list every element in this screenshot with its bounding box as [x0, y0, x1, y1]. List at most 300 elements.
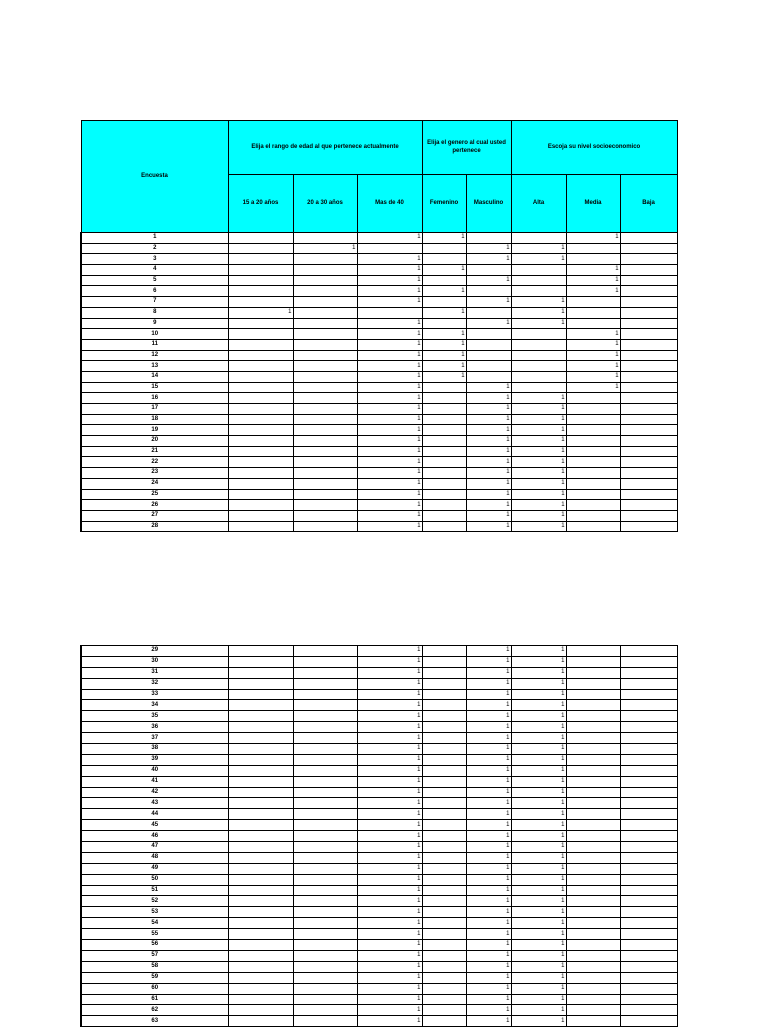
encuesta-number: 14 — [81, 371, 228, 382]
table-cell: 1 — [466, 809, 511, 820]
table-cell — [566, 446, 620, 457]
table-row — [81, 489, 677, 500]
table-cell — [422, 414, 466, 425]
table-cell — [566, 393, 620, 404]
table-cell — [228, 787, 293, 798]
table-cell: 1 — [466, 468, 511, 479]
table-cell — [293, 863, 357, 874]
table-cell — [293, 722, 357, 733]
table-row — [81, 983, 677, 994]
table-row — [81, 744, 677, 755]
table-row — [81, 510, 677, 521]
table-cell: 1 — [357, 339, 422, 350]
table-cell — [566, 744, 620, 755]
table-cell — [620, 510, 677, 521]
table-cell: 1 — [511, 776, 566, 787]
table-cell — [422, 318, 466, 329]
table-cell: 1 — [357, 646, 422, 657]
table-cell — [620, 940, 677, 951]
table-cell — [228, 329, 293, 340]
table-cell: 1 — [422, 233, 466, 244]
table-cell — [228, 918, 293, 929]
table-cell — [293, 798, 357, 809]
table-cell: 1 — [357, 233, 422, 244]
table-cell — [620, 711, 677, 722]
table-cell: 1 — [466, 689, 511, 700]
table-cell: 1 — [357, 733, 422, 744]
table-cell: 1 — [357, 842, 422, 853]
table-cell — [466, 371, 511, 382]
table-cell: 1 — [357, 918, 422, 929]
table-cell: 1 — [357, 457, 422, 468]
table-cell — [422, 656, 466, 667]
table-row — [81, 798, 677, 809]
table-cell — [566, 678, 620, 689]
table-cell — [293, 918, 357, 929]
table-cell — [620, 787, 677, 798]
table-cell — [228, 842, 293, 853]
table-cell — [422, 678, 466, 689]
table-cell: 1 — [511, 425, 566, 436]
table-cell: 1 — [466, 722, 511, 733]
table-cell — [466, 329, 511, 340]
table-cell — [422, 896, 466, 907]
table-cell — [228, 254, 293, 265]
survey-rows-continued — [81, 646, 677, 1027]
table-cell: 1 — [511, 863, 566, 874]
table-cell: 1 — [511, 489, 566, 500]
table-cell: 1 — [466, 842, 511, 853]
table-cell: 1 — [466, 646, 511, 657]
table-cell — [293, 646, 357, 657]
table-cell: 1 — [357, 983, 422, 994]
table-cell — [228, 265, 293, 276]
table-cell — [293, 457, 357, 468]
table-cell: 1 — [511, 744, 566, 755]
table-cell — [620, 457, 677, 468]
table-cell — [566, 733, 620, 744]
table-cell — [293, 809, 357, 820]
table-row — [81, 885, 677, 896]
table-cell — [422, 874, 466, 885]
table-cell: 1 — [511, 940, 566, 951]
table-cell — [422, 489, 466, 500]
table-cell: 1 — [228, 307, 293, 318]
table-cell — [228, 478, 293, 489]
table-cell: 1 — [357, 404, 422, 415]
table-cell — [422, 404, 466, 415]
table-cell — [422, 798, 466, 809]
table-cell — [228, 1005, 293, 1016]
encuesta-number: 52 — [81, 896, 228, 907]
table-cell: 1 — [511, 733, 566, 744]
table-cell — [620, 329, 677, 340]
table-cell — [357, 307, 422, 318]
table-cell — [566, 776, 620, 787]
table-cell: 1 — [357, 950, 422, 961]
encuesta-number: 62 — [81, 1005, 228, 1016]
table-cell — [422, 500, 466, 511]
table-row — [81, 863, 677, 874]
table-cell — [293, 478, 357, 489]
table-cell: 1 — [511, 404, 566, 415]
table-cell: 1 — [357, 972, 422, 983]
header-femenino: Femenino — [422, 175, 466, 233]
encuesta-number: 63 — [81, 1016, 228, 1027]
table-cell: 1 — [566, 361, 620, 372]
table-cell — [228, 983, 293, 994]
encuesta-number: 46 — [81, 831, 228, 842]
table-cell: 1 — [357, 722, 422, 733]
encuesta-number: 5 — [81, 275, 228, 286]
table-cell — [511, 286, 566, 297]
table-cell — [422, 393, 466, 404]
table-cell: 1 — [357, 929, 422, 940]
table-cell: 1 — [511, 983, 566, 994]
table-cell — [566, 940, 620, 951]
table-row — [81, 233, 677, 244]
table-cell: 1 — [511, 722, 566, 733]
table-cell — [228, 798, 293, 809]
table-row — [81, 254, 677, 265]
table-cell — [228, 489, 293, 500]
table-cell — [293, 286, 357, 297]
table-cell: 1 — [357, 1016, 422, 1027]
table-cell — [293, 339, 357, 350]
table-cell — [620, 820, 677, 831]
table-cell: 1 — [357, 446, 422, 457]
table-cell — [620, 798, 677, 809]
table-cell — [566, 414, 620, 425]
table-cell — [293, 820, 357, 831]
table-cell — [422, 425, 466, 436]
table-row — [81, 776, 677, 787]
table-row — [81, 907, 677, 918]
table-cell — [228, 896, 293, 907]
table-cell — [422, 468, 466, 479]
table-cell: 1 — [422, 361, 466, 372]
table-cell: 1 — [511, 436, 566, 447]
table-row — [81, 243, 677, 254]
table-cell: 1 — [357, 744, 422, 755]
table-cell — [228, 820, 293, 831]
table-cell — [566, 478, 620, 489]
table-cell — [466, 265, 511, 276]
table-cell — [620, 929, 677, 940]
table-cell — [566, 297, 620, 308]
table-cell — [293, 972, 357, 983]
table-cell — [422, 940, 466, 951]
table-cell — [228, 500, 293, 511]
encuesta-number: 26 — [81, 500, 228, 511]
table-cell — [566, 754, 620, 765]
table-cell — [566, 1005, 620, 1016]
table-cell — [228, 318, 293, 329]
table-row — [81, 393, 677, 404]
table-cell — [422, 983, 466, 994]
table-cell — [228, 776, 293, 787]
table-cell — [228, 233, 293, 244]
table-cell — [422, 382, 466, 393]
table-cell — [566, 457, 620, 468]
table-cell — [620, 489, 677, 500]
table-cell — [293, 233, 357, 244]
table-cell: 1 — [511, 656, 566, 667]
table-cell — [422, 297, 466, 308]
header-15-20: 15 a 20 años — [228, 175, 293, 233]
table-cell: 1 — [466, 907, 511, 918]
table-row — [81, 929, 677, 940]
table-cell — [620, 393, 677, 404]
table-cell — [620, 809, 677, 820]
table-cell — [620, 1005, 677, 1016]
table-cell — [228, 907, 293, 918]
table-cell — [293, 689, 357, 700]
table-cell: 1 — [511, 918, 566, 929]
table-cell — [293, 776, 357, 787]
table-cell: 1 — [511, 510, 566, 521]
table-cell — [566, 318, 620, 329]
table-cell — [566, 521, 620, 532]
table-cell — [228, 646, 293, 657]
table-cell: 1 — [466, 500, 511, 511]
table-cell — [228, 393, 293, 404]
table-cell — [566, 722, 620, 733]
table-cell — [293, 787, 357, 798]
table-row — [81, 361, 677, 372]
table-cell — [228, 863, 293, 874]
encuesta-number: 43 — [81, 798, 228, 809]
table-row — [81, 787, 677, 798]
table-row — [81, 468, 677, 479]
table-cell: 1 — [466, 874, 511, 885]
table-cell — [620, 371, 677, 382]
table-cell: 1 — [357, 798, 422, 809]
table-cell — [620, 468, 677, 479]
table-cell — [620, 254, 677, 265]
table-cell: 1 — [357, 776, 422, 787]
table-row — [81, 382, 677, 393]
table-cell — [293, 1016, 357, 1027]
table-cell — [228, 809, 293, 820]
table-cell: 1 — [511, 678, 566, 689]
table-cell: 1 — [511, 896, 566, 907]
table-cell: 1 — [511, 478, 566, 489]
table-cell — [566, 243, 620, 254]
table-cell: 1 — [466, 787, 511, 798]
table-cell — [422, 918, 466, 929]
table-cell: 1 — [357, 286, 422, 297]
table-cell — [293, 744, 357, 755]
table-cell — [228, 852, 293, 863]
table-cell: 1 — [293, 243, 357, 254]
table-cell — [422, 885, 466, 896]
table-cell — [228, 961, 293, 972]
table-cell — [566, 929, 620, 940]
table-cell — [620, 1016, 677, 1027]
table-cell — [566, 852, 620, 863]
table-row — [81, 457, 677, 468]
table-cell — [511, 339, 566, 350]
table-cell: 1 — [511, 831, 566, 842]
table-cell — [620, 478, 677, 489]
table-cell: 1 — [357, 700, 422, 711]
table-cell — [566, 874, 620, 885]
table-cell — [566, 307, 620, 318]
table-cell — [293, 733, 357, 744]
encuesta-number: 49 — [81, 863, 228, 874]
table-cell — [422, 510, 466, 521]
table-cell: 1 — [357, 500, 422, 511]
table-cell — [620, 446, 677, 457]
table-cell: 1 — [466, 318, 511, 329]
table-cell — [228, 521, 293, 532]
table-cell: 1 — [511, 297, 566, 308]
table-cell — [566, 510, 620, 521]
table-row — [81, 521, 677, 532]
table-cell — [293, 907, 357, 918]
table-cell — [422, 863, 466, 874]
table-cell — [566, 404, 620, 415]
table-cell — [566, 798, 620, 809]
encuesta-number: 55 — [81, 929, 228, 940]
table-cell: 1 — [511, 646, 566, 657]
table-cell — [620, 414, 677, 425]
table-cell — [566, 787, 620, 798]
table-cell — [228, 885, 293, 896]
table-cell: 1 — [466, 885, 511, 896]
table-cell: 1 — [511, 318, 566, 329]
table-cell: 1 — [466, 243, 511, 254]
table-cell — [293, 765, 357, 776]
table-cell — [422, 478, 466, 489]
header-masculino: Masculino — [466, 175, 511, 233]
table-cell: 1 — [357, 874, 422, 885]
table-cell — [422, 722, 466, 733]
table-cell: 1 — [511, 414, 566, 425]
table-cell: 1 — [466, 831, 511, 842]
table-row — [81, 1005, 677, 1016]
table-cell: 1 — [511, 820, 566, 831]
table-cell — [228, 350, 293, 361]
table-cell — [228, 929, 293, 940]
table-cell — [422, 733, 466, 744]
table-cell — [566, 918, 620, 929]
table-cell: 1 — [466, 521, 511, 532]
table-cell: 1 — [511, 809, 566, 820]
table-cell — [293, 1005, 357, 1016]
table-cell — [293, 940, 357, 951]
table-cell — [293, 318, 357, 329]
table-cell — [566, 896, 620, 907]
table-cell — [228, 404, 293, 415]
table-cell — [293, 510, 357, 521]
encuesta-number: 21 — [81, 446, 228, 457]
table-row — [81, 339, 677, 350]
table-cell — [228, 510, 293, 521]
table-cell: 1 — [466, 1016, 511, 1027]
table-cell — [620, 307, 677, 318]
encuesta-number: 6 — [81, 286, 228, 297]
table-cell: 1 — [466, 929, 511, 940]
survey-table-page-1 — [80, 120, 676, 532]
header-group-nivel: Escoja su nivel socioeconomico — [511, 121, 677, 175]
table-cell — [466, 361, 511, 372]
table-cell: 1 — [422, 307, 466, 318]
table-cell — [422, 667, 466, 678]
table-row — [81, 831, 677, 842]
table-cell: 1 — [511, 700, 566, 711]
table-cell: 1 — [511, 521, 566, 532]
table-cell — [620, 896, 677, 907]
table-cell — [566, 489, 620, 500]
encuesta-number: 10 — [81, 329, 228, 340]
table-row — [81, 265, 677, 276]
table-row — [81, 478, 677, 489]
table-cell: 1 — [466, 754, 511, 765]
table-row — [81, 842, 677, 853]
table-cell — [566, 711, 620, 722]
table-cell: 1 — [357, 350, 422, 361]
table-row — [81, 667, 677, 678]
table-cell — [357, 243, 422, 254]
table-row — [81, 754, 677, 765]
encuesta-number: 15 — [81, 382, 228, 393]
table-cell — [293, 404, 357, 415]
table-cell: 1 — [422, 329, 466, 340]
table-cell: 1 — [511, 667, 566, 678]
table-cell — [620, 874, 677, 885]
table-cell — [511, 329, 566, 340]
encuesta-number: 60 — [81, 983, 228, 994]
table-cell: 1 — [466, 852, 511, 863]
encuesta-number: 23 — [81, 468, 228, 479]
table-cell — [620, 656, 677, 667]
table-cell: 1 — [466, 940, 511, 951]
table-cell — [620, 700, 677, 711]
table-cell: 1 — [511, 689, 566, 700]
table-cell — [620, 275, 677, 286]
table-cell: 1 — [422, 371, 466, 382]
header-mas-40: Mas de 40 — [357, 175, 422, 233]
table-cell: 1 — [511, 994, 566, 1005]
table-cell — [293, 961, 357, 972]
encuesta-number: 34 — [81, 700, 228, 711]
table-cell — [293, 896, 357, 907]
table-cell: 1 — [466, 744, 511, 755]
table-cell — [228, 656, 293, 667]
table-cell: 1 — [466, 656, 511, 667]
table-cell: 1 — [466, 896, 511, 907]
table-cell: 1 — [511, 307, 566, 318]
table-cell — [422, 754, 466, 765]
header-media: Media — [566, 175, 620, 233]
table-cell — [293, 983, 357, 994]
table-cell: 1 — [566, 329, 620, 340]
table-cell — [293, 371, 357, 382]
table-cell: 1 — [466, 994, 511, 1005]
table-cell — [620, 521, 677, 532]
encuesta-number: 30 — [81, 656, 228, 667]
encuesta-number: 28 — [81, 521, 228, 532]
table-cell: 1 — [357, 275, 422, 286]
encuesta-number: 57 — [81, 950, 228, 961]
table-cell: 1 — [357, 393, 422, 404]
table-cell — [422, 809, 466, 820]
table-row — [81, 425, 677, 436]
table-cell — [620, 646, 677, 657]
table-cell — [566, 425, 620, 436]
